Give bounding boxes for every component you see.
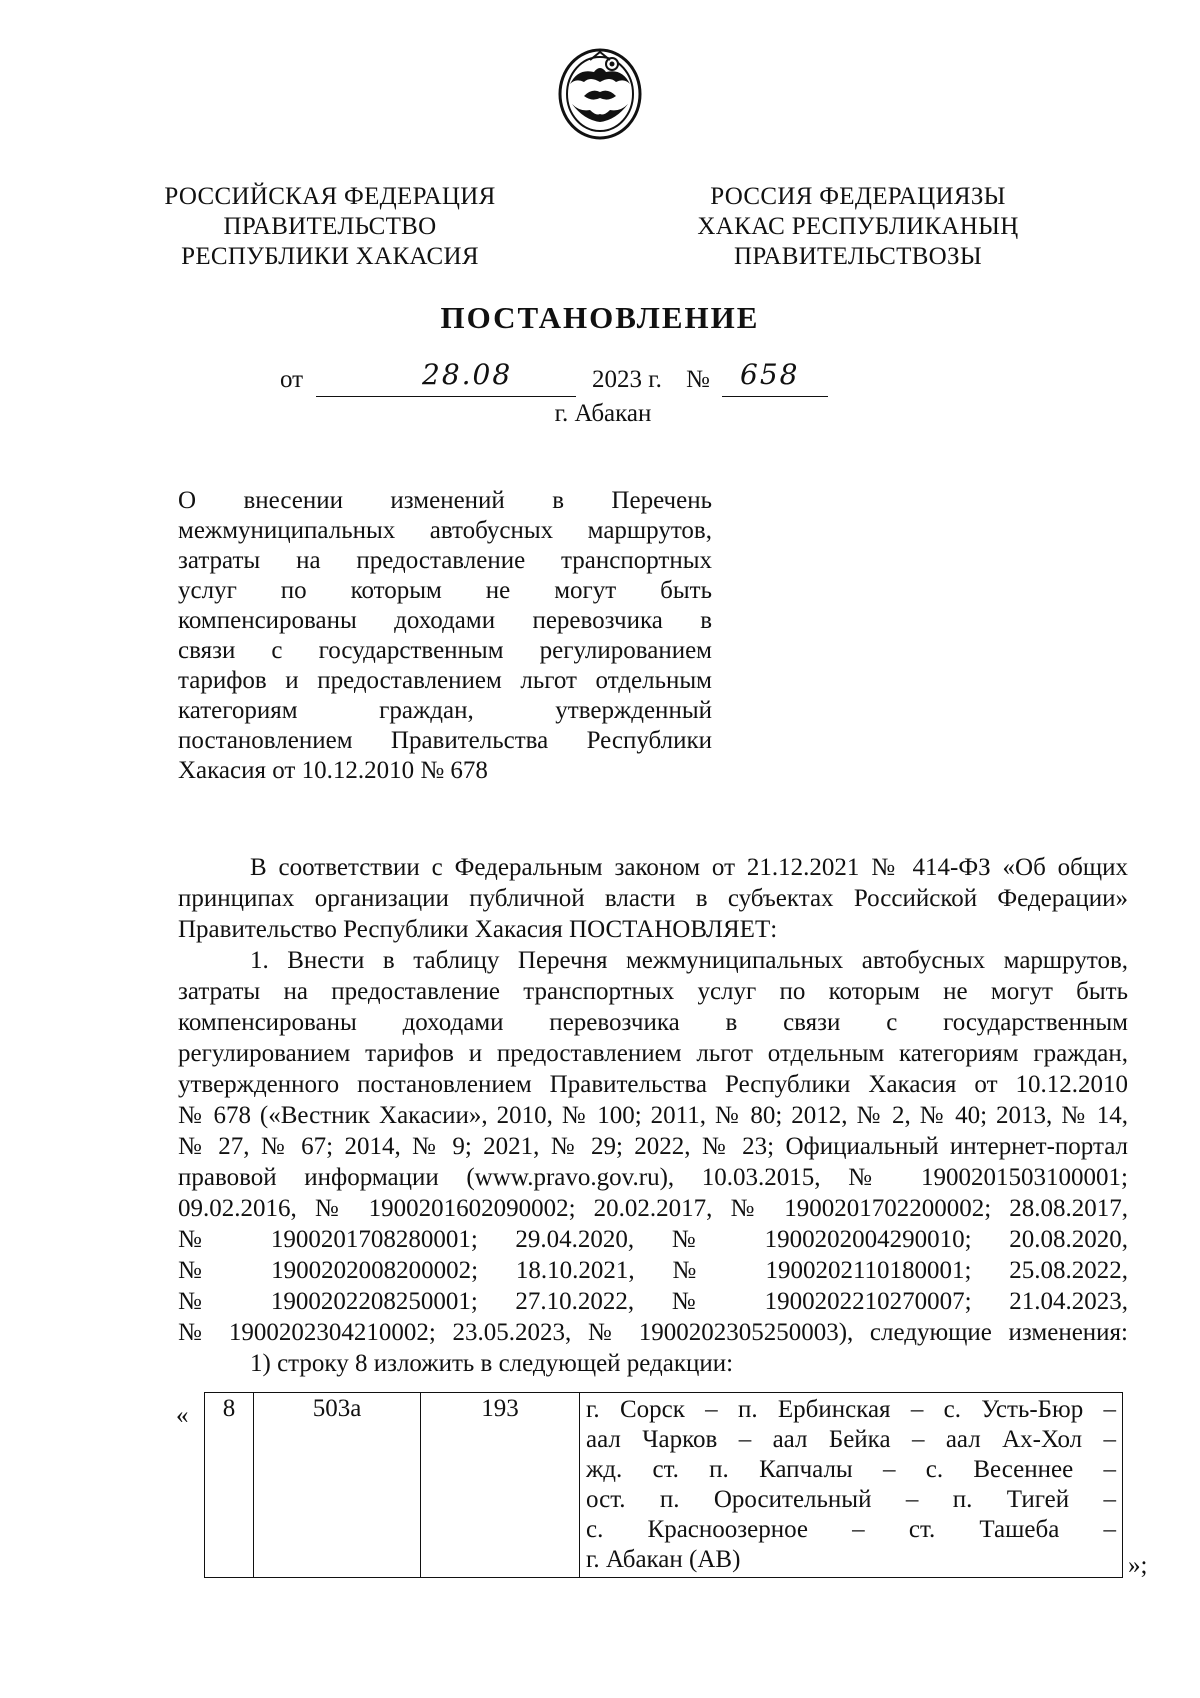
cell-index: 8 — [205, 1393, 254, 1578]
title-line: компенсированы доходами перевозчика в — [178, 607, 712, 634]
body-line: 1. Внести в таблицу Перечня межмуниципальных автобусных маршрутов, — [250, 947, 1128, 974]
header-left-line: РЕСПУБЛИКИ ХАКАСИЯ — [181, 243, 479, 270]
table-quote-close: »; — [1128, 1552, 1148, 1579]
route-line: жд. ст. п. Капчалы – с. Весеннее – — [586, 1456, 1116, 1483]
handwritten-number: 658 — [740, 358, 800, 391]
title-line: Хакасия от 10.12.2010 № 678 — [178, 757, 488, 784]
routes-table — [204, 1392, 1123, 1578]
route-line: с. Красноозерное – ст. Ташеба – — [586, 1516, 1116, 1543]
body-line: № 1900202008200002; 18.10.2021, № 1900202110180001; 25.08.2022, — [178, 1257, 1128, 1284]
route-line: г. Сорск – п. Ербинская – с. Усть-Бюр – — [586, 1396, 1116, 1423]
route-line: аал Чарков – аал Бейка – аал Ах-Хол – — [586, 1426, 1116, 1453]
cell-registry-number: 193 — [421, 1393, 580, 1578]
title-line: услуг по которым не могут быть — [178, 577, 712, 604]
body-line: принципах организации публичной власти в субъектах Российской Федерации» — [178, 885, 1128, 912]
body-line: компенсированы доходами перевозчика в связи с государственным — [178, 1009, 1128, 1036]
title-line: категориям граждан, утвержденный — [178, 697, 712, 724]
body-line: № 1900201708280001; 29.04.2020, № 1900202004290010; 20.08.2020, — [178, 1226, 1128, 1253]
body-line: В соответствии с Федеральным законом от 21.12.2021 № 414-ФЗ «Об общих — [250, 854, 1128, 881]
body-line: 1) строку 8 изложить в следующей редакции: — [250, 1350, 734, 1377]
handwritten-date: 28.08 — [422, 358, 513, 391]
header-right-line: ХАКАС РЕСПУБЛИКАНЫҢ — [697, 213, 1019, 240]
header-right-line: ПРАВИТЕЛЬСТВОЗЫ — [734, 243, 982, 270]
header-left — [160, 182, 500, 272]
title-line: затраты на предоставление транспортных — [178, 547, 712, 574]
body-line: № 1900202208250001; 27.10.2022, № 1900202210270007; 21.04.2023, — [178, 1288, 1128, 1315]
title-line: межмуниципальных автобусных маршрутов, — [178, 517, 712, 544]
title-line: связи с государственным регулированием — [178, 637, 712, 664]
header-right-line: РОССИЯ ФЕДЕРАЦИЯЗЫ — [710, 183, 1006, 210]
coat-of-arms-icon — [554, 42, 646, 142]
cell-route-description — [580, 1393, 1123, 1578]
city: г. Абакан — [554, 400, 652, 427]
date-year: 2023 г. — [592, 366, 662, 393]
header-left-line: РОССИЙСКАЯ ФЕДЕРАЦИЯ — [164, 183, 496, 210]
body-line: регулированием тарифов и предоставлением льгот отдельным категориям граждан, — [178, 1040, 1128, 1067]
document-title-block — [178, 486, 712, 786]
body-line: 09.02.2016, № 1900201602090002; 20.02.2017, № 1900201702200002; 28.08.2017, — [178, 1195, 1128, 1222]
body-line: утвержденного постановлением Правительства Республики Хакасия от 10.12.2010 — [178, 1071, 1128, 1098]
body-line: № 1900202304210002; 23.05.2023, № 1900202305250003), следующие изменения: — [178, 1319, 1128, 1346]
body-line: правовой информации (www.pravo.gov.ru), 10.03.2015, № 1900201503100001; — [178, 1164, 1128, 1191]
table-quote-open: « — [176, 1402, 189, 1429]
header-left-line: ПРАВИТЕЛЬСТВО — [223, 213, 437, 240]
body-line: № 27, № 67; 2014, № 9; 2021, № 29; 2022, № 23; Официальный интернет-портал — [178, 1133, 1128, 1160]
header-right — [688, 182, 1028, 272]
title-line: постановлением Правительства Республики — [178, 727, 712, 754]
cell-route-number: 503а — [254, 1393, 421, 1578]
body-line: затраты на предоставление транспортных услуг по которым не могут быть — [178, 978, 1128, 1005]
title-line: тарифов и предоставлением льгот отдельным — [178, 667, 712, 694]
document-body — [178, 852, 1128, 1379]
table-row — [205, 1393, 1123, 1578]
number-sign: № — [686, 366, 710, 393]
body-line: Правительство Республики Хакасия ПОСТАНОВЛЯЕТ: — [178, 916, 778, 943]
route-line: ост. п. Оросительный – п. Тигей – — [586, 1486, 1116, 1513]
body-line: № 678 («Вестник Хакасии», 2010, № 100; 2011, № 80; 2012, № 2, № 40; 2013, № 14, — [178, 1102, 1128, 1129]
document-type-title: ПОСТАНОВЛЕНИЕ — [440, 300, 760, 335]
route-line: г. Абакан (АВ) — [586, 1546, 741, 1573]
title-line: О внесении изменений в Перечень — [178, 487, 712, 514]
date-prefix: от — [280, 366, 304, 393]
